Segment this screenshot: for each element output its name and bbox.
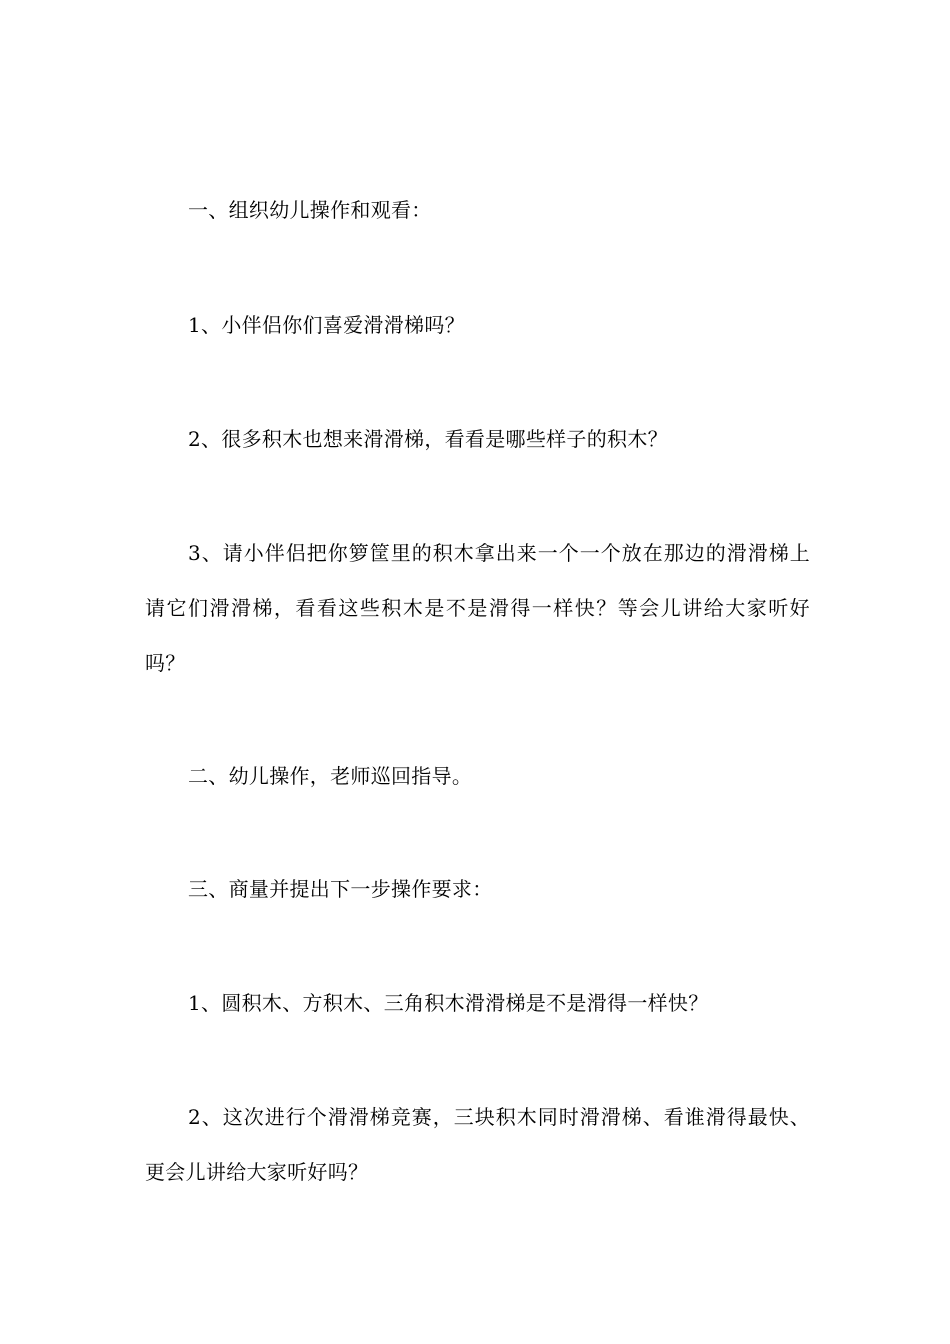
instruction-item-race: 2、这次进行个滑滑梯竞赛，三块积木同时滑滑梯、看谁滑得最快、更会儿讲给大家听好吗？ — [145, 1105, 810, 1184]
question-item-compare: 1、圆积木、方积木、三角积木滑滑梯是不是滑得一样快？ — [188, 991, 709, 1015]
section-heading-operate: 二、幼儿操作，老师巡回指导。 — [188, 764, 473, 788]
section-heading-discuss: 三、商量并提出下一步操作要求： — [188, 877, 493, 901]
instruction-item-3: 3、请小伴侣把你箩筐里的积木拿出来一个一个放在那边的滑滑梯上请它们滑滑梯，看看这些积木是不是滑得一样快？等会儿讲给大家听好吗？ — [145, 541, 810, 675]
section-heading-organize: 一、组织幼儿操作和观看： — [188, 198, 432, 222]
question-item-2: 2、很多积木也想来滑滑梯，看看是哪些样子的积木？ — [188, 427, 668, 451]
question-item-1: 1、小伴侣你们喜爱滑滑梯吗？ — [188, 313, 465, 337]
